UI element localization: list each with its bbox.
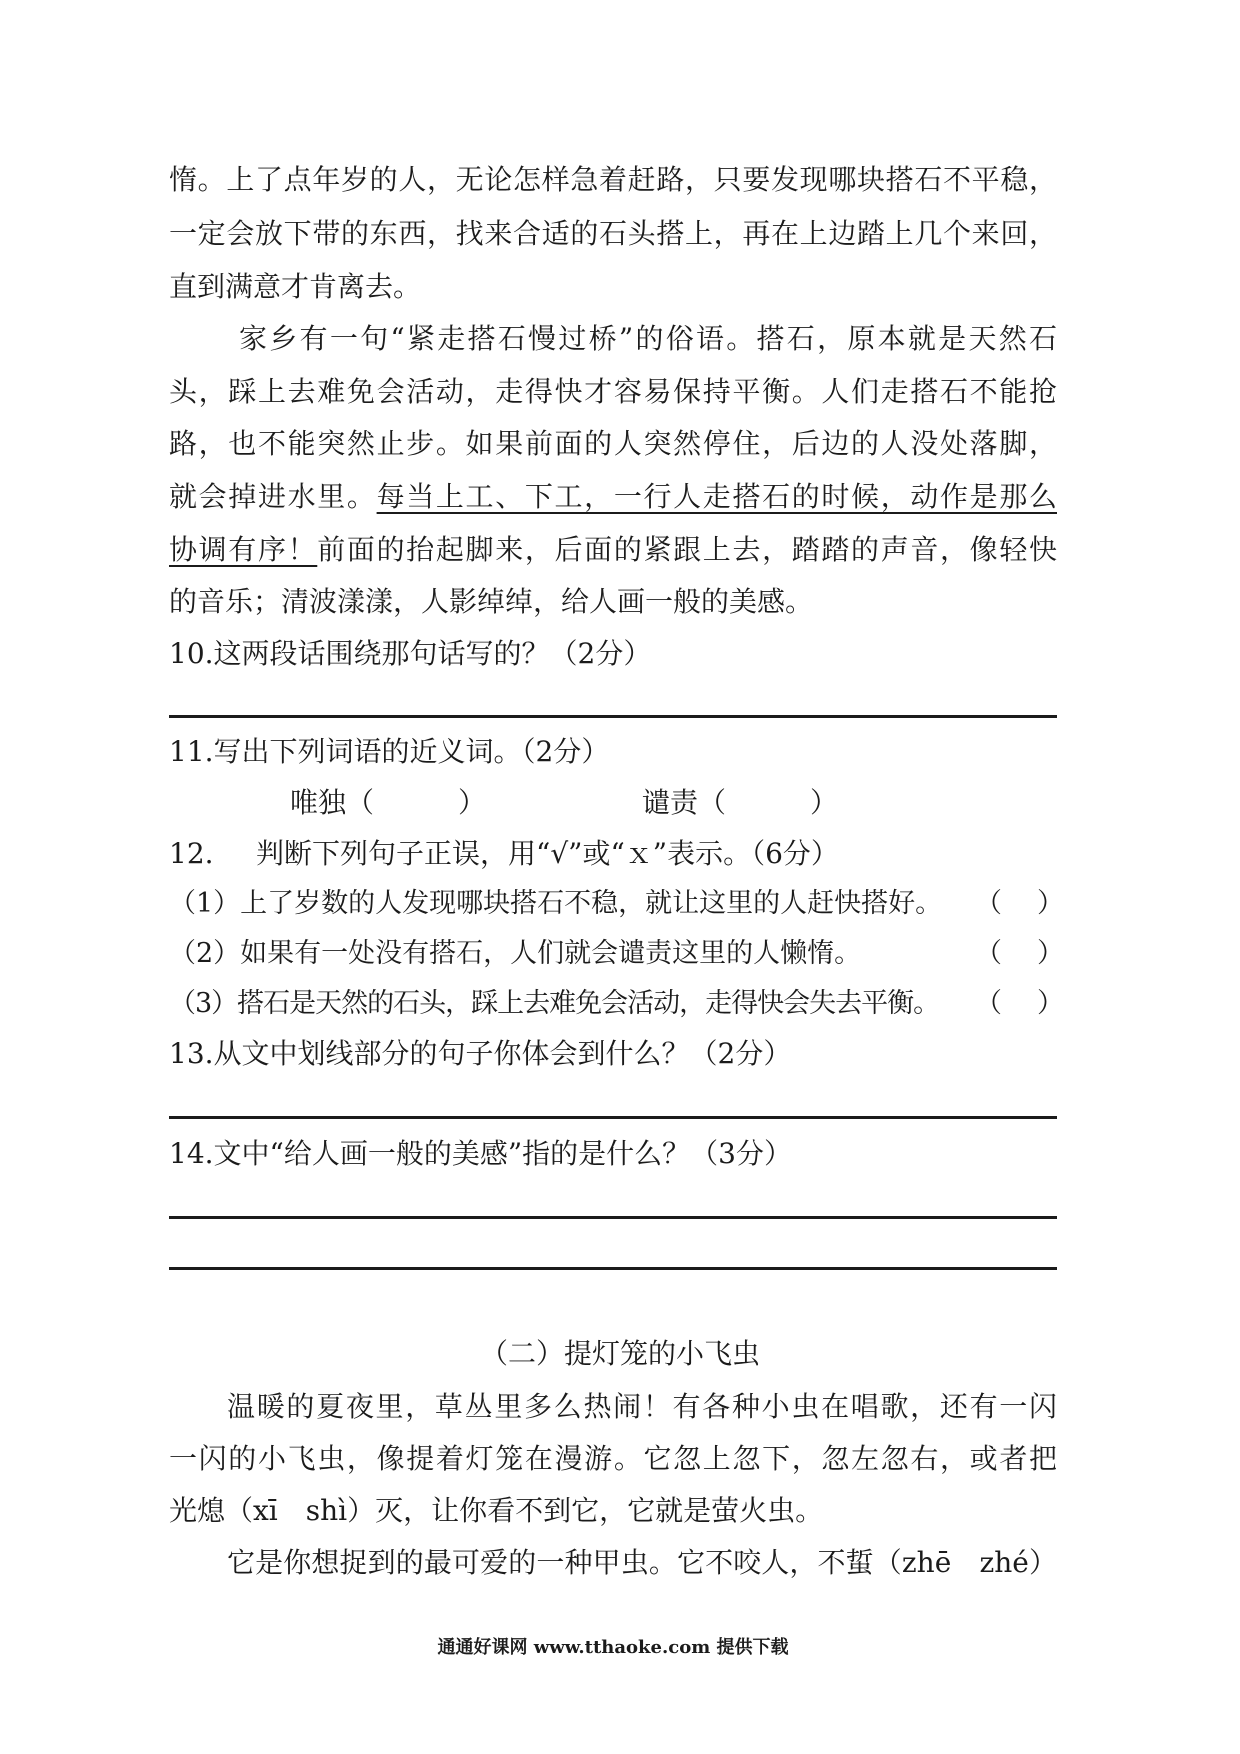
question-11: 11.写出下列词语的近义词。（2分） — [169, 735, 610, 768]
passage-one-line: 路，也不能突然止步。如果前面的人突然停住，后边的人没处落脚， — [169, 427, 1057, 460]
answer-line — [169, 715, 1057, 718]
passage-one-line — [169, 477, 1057, 517]
plain-text: 就会掉进水里。 — [169, 480, 377, 513]
passage-one-line: 的音乐；清波漾漾，人影绰绰，给人画一般的美感。 — [169, 585, 814, 618]
question-12 — [169, 834, 1057, 874]
passage-two-line: 一闪的小飞虫，像提着灯笼在漫游。它忽上忽下，忽左忽右，或者把 — [169, 1442, 1057, 1475]
question-10: 10.这两段话围绕那句话写的？（2分） — [169, 637, 652, 670]
passage-two-line: 光熄（xī shì）灭，让你看不到它，它就是萤火虫。 — [169, 1494, 824, 1527]
passage-one-line: 惰。上了点年岁的人，无论怎样急着赶路，只要发现哪块搭石不平稳， — [169, 163, 1057, 196]
passage-one-line: 直到满意才肯离去。 — [169, 270, 422, 303]
passage-two-title: （二）提灯笼的小飞虫 — [479, 1337, 760, 1370]
passage-one-line: 一定会放下带的东西，找来合适的石头搭上，再在上边踏上几个来回， — [169, 217, 1057, 250]
passage-two-line: 它是你想捉到的最可爱的一种甲虫。它不咬人，不蜇（zhē zhé） — [227, 1546, 1057, 1579]
statement-text: （3）搭石是天然的石头，踩上去难免会活动，走得快会失去平衡。 — [169, 988, 940, 1019]
answer-line — [169, 1216, 1057, 1219]
answer-line — [169, 1116, 1057, 1119]
passage-one-line: 家乡有一句“紧走搭石慢过桥”的俗语。搭石，原本就是天然石 — [239, 322, 1057, 355]
answer-line — [169, 1267, 1057, 1270]
underlined-sentence: 协调有序！ — [169, 533, 318, 566]
question-14: 14.文中“给人画一般的美感”指的是什么？（3分） — [169, 1137, 792, 1170]
question-13: 13.从文中划线部分的句子你体会到什么？（2分） — [169, 1037, 792, 1070]
answer-blank: （ ） — [975, 938, 1068, 969]
passage-one-line: 头，踩上去难免会活动，走得快才容易保持平衡。人们走搭石不能抢 — [169, 375, 1057, 408]
question-prompt: 判断下列句子正误，用“√”或“ｘ”表示。（6分） — [256, 837, 839, 870]
passage-one-line — [169, 530, 1057, 570]
answer-blank: （ ） — [975, 988, 1068, 1019]
judgement-statement — [169, 934, 1068, 974]
statement-text: （2）如果有一处没有搭石，人们就会谴责这里的人懒惰。 — [169, 938, 862, 969]
answer-blank: （ ） — [975, 888, 1068, 919]
synonym-item: 谴责（ ） — [642, 786, 839, 819]
page-footer: 通通好课网 www.tthaoke.com 提供下载 — [437, 1637, 789, 1658]
underlined-sentence: 每当上工、下工，一行人走搭石的时候，动作是那么 — [376, 480, 1057, 513]
passage-two-line: 温暖的夏夜里，草丛里多么热闹！有各种小虫在唱歌，还有一闪 — [227, 1390, 1057, 1423]
synonym-item: 唯独（ ） — [290, 786, 487, 819]
plain-text: 前面的抬起脚来，后面的紧跟上去，踏踏的声音，像轻快 — [317, 533, 1057, 566]
judgement-statement — [169, 984, 1068, 1024]
statement-text: （1）上了岁数的人发现哪块搭石不稳，就让这里的人赶快搭好。 — [169, 888, 943, 919]
question-number: 12. — [169, 837, 214, 870]
judgement-statement — [169, 884, 1068, 924]
